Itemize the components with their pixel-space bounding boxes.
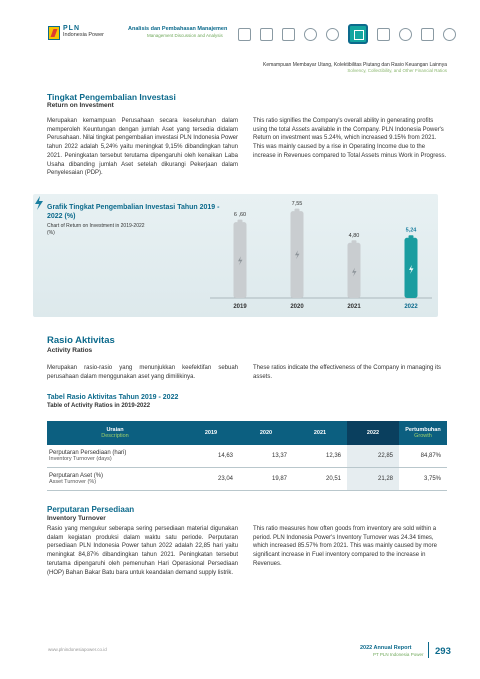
chart-subtitle bbox=[47, 223, 147, 236]
header-year: 2021 bbox=[313, 430, 327, 436]
table-cell-growth: 84,87% bbox=[420, 453, 441, 459]
activity-text-en: These ratios indicate the effectiveness of the Company in managing its assets. bbox=[253, 365, 441, 380]
table-subtitle: Table of Activity Ratios in 2019-2022 bbox=[47, 403, 151, 409]
activity-heading: Rasio Aktivitas bbox=[47, 335, 115, 346]
table-cell-highlight: 21,28 bbox=[347, 468, 399, 490]
nav-team-icon[interactable] bbox=[304, 28, 317, 41]
chart-bar-cap bbox=[409, 235, 414, 238]
nav-governance-icon[interactable] bbox=[377, 28, 390, 41]
chapter-nav bbox=[238, 24, 456, 44]
activity-ratio-table bbox=[47, 421, 447, 491]
nav-factory-icon[interactable] bbox=[421, 28, 434, 41]
lightning-icon bbox=[34, 196, 44, 210]
pln-logo bbox=[48, 26, 118, 40]
header-desc-en: Description bbox=[101, 433, 129, 439]
header-desc-id: Uraian bbox=[106, 427, 124, 433]
roi-heading: Tingkat Pengembalian Investasi bbox=[47, 92, 176, 102]
chapter-subtitle: Management Discussion and Analysis bbox=[147, 33, 223, 38]
chart-bar-cap bbox=[295, 209, 300, 212]
header-description bbox=[47, 421, 183, 445]
row-label bbox=[47, 445, 183, 467]
table-cell: 14,63 bbox=[217, 453, 233, 459]
nav-chart-icon[interactable] bbox=[282, 28, 295, 41]
nav-people-icon[interactable] bbox=[399, 28, 412, 41]
chart-data-label: 6 ,60 bbox=[233, 212, 247, 219]
table-cell-growth: 3,75% bbox=[423, 476, 441, 482]
inventory-subheading: Inventory Turnover bbox=[47, 515, 106, 522]
logo-subtitle: Indonesia Power bbox=[63, 32, 104, 38]
table-cell: 13,37 bbox=[271, 453, 287, 459]
chart-data-label: 5,24 bbox=[405, 227, 417, 234]
row-label-en: Inventory Turnover (days) bbox=[49, 456, 112, 462]
section-title: Kemampuan Membayar Utang, Kolektibilitas Piutang dan Rasio Keuangan Lainnya bbox=[262, 62, 447, 68]
nav-analysis-icon[interactable] bbox=[348, 24, 368, 44]
header-growth bbox=[399, 421, 447, 445]
page-header bbox=[0, 0, 480, 50]
nav-globe-icon[interactable] bbox=[326, 28, 339, 41]
activity-text-id: Merupakan rasio-rasio yang menunjukkan keefektifan sebuah perusahaan dalam menggunakan aset yang dimilikinya. bbox=[47, 365, 238, 380]
header-growth-en: Growth bbox=[414, 433, 432, 439]
table-cell: 12,36 bbox=[325, 453, 341, 459]
table-row bbox=[47, 445, 447, 468]
roi-subheading: Return on Investment bbox=[47, 102, 114, 109]
chart-tick-label: 2020 bbox=[290, 304, 304, 310]
chart-title-text: Grafik Tingkat Pengembalian Investasi Tahun 2019 - 2022 (%) bbox=[47, 204, 220, 220]
nav-gear-icon[interactable] bbox=[443, 28, 456, 41]
row-label bbox=[47, 468, 183, 490]
chart-bar-cap bbox=[238, 220, 243, 223]
header-growth-id: Pertumbuhan bbox=[405, 427, 441, 433]
roi-text-id: Merupakan kemampuan Perusahaan secara keseluruhan dalam memperoleh Keuntungan dengan jumlah Aset yang tersedia didalam Perusahaan. Nilai tingkat pengembalian investasi PLN Indonesia Power tahun 2022 adalah 5,24% yaitu meningkat 9,15% dibandingkan tahun 2021. Peningkatan tersebut terutama dipengaruhi oleh kenaikan Laba Usaha dibanding jumlah Aset setelah dikurangi Pekerjaan dalam Penyelesaian (PDP). bbox=[47, 118, 238, 177]
inventory-text-en: This ratio measures how often goods from inventory are sold within a period. PLN Indonesia Power's Inventory Turnover was 24.34 times, which increased 85.57% from 2021. This was mainly caused by more significant increase in Fuel inventory compared to the increase in Revenues. bbox=[253, 526, 437, 567]
chapter-title: Analisis dan Pembahasan Manajemen bbox=[128, 26, 228, 32]
page-number: 293 bbox=[435, 646, 451, 657]
pln-lightning-icon bbox=[48, 26, 60, 40]
table-cell: 23,04 bbox=[217, 476, 233, 482]
nav-document-icon[interactable] bbox=[238, 28, 251, 41]
table-title: Tabel Rasio Aktivitas Tahun 2019 - 2022 bbox=[47, 394, 179, 401]
roi-text-en: This ratio signifies the Company's overall ability in generating profits using the total Assets available in the Company. PLN Indonesia Power's Return on investment was 5.24%, which increased 9.15% from 2021. This was mainly caused by a rise in Operating Income due to the increase in Revenues compared to Total Assets minus Work in Progress. bbox=[253, 118, 447, 159]
table-cell: 20,51 bbox=[325, 476, 341, 482]
chart-subtitle-text: Chart of Return on Investment in 2019-2022 (%) bbox=[47, 223, 145, 236]
chart-tick-label: 2022 bbox=[404, 304, 418, 310]
table-cell: 19,87 bbox=[271, 476, 287, 482]
header-year-highlight: 2022 bbox=[347, 421, 399, 445]
chart-data-label: 4,80 bbox=[348, 232, 360, 239]
footer-url[interactable]: www.plnindonesiapower.co.id bbox=[48, 647, 107, 652]
table-cell-highlight: 22,85 bbox=[347, 445, 399, 467]
header-year: 2019 bbox=[204, 430, 218, 436]
table-row bbox=[47, 468, 447, 491]
row-label-id: Perputaran Aset (%) bbox=[49, 473, 104, 479]
footer-company: PT PLN Indonesia Power bbox=[373, 652, 424, 657]
chart-tick-label: 2021 bbox=[347, 304, 361, 310]
roi-bar-chart bbox=[200, 196, 440, 316]
inventory-text-id: Rasio yang mengukur seberapa sering persediaan material digunakan dalam kegiatan produksi dalam waktu satu periode. Perputaran persediaan PLN Indonesia Power tahun 2022 adalah 22,85 hari yaitu meningkat 84,87% dibandingkan tahun 2021. Peningkatan tersebut terutama dipengaruhi oleh pemenuhan Hari Operasional Persediaan (HOP) Bahan Bakar Batu bara untuk keandalan demand supply listrik. bbox=[47, 526, 238, 576]
chart-tick-label: 2019 bbox=[233, 304, 247, 310]
row-label-id: Perputaran Persediaan (hari) bbox=[49, 450, 127, 456]
nav-building-icon[interactable] bbox=[260, 28, 273, 41]
chart-bar-cap bbox=[352, 240, 357, 243]
activity-subheading: Activity Ratios bbox=[47, 347, 93, 354]
chart-data-label: 7,55 bbox=[291, 201, 303, 208]
row-label-en: Asset Turnover (%) bbox=[49, 479, 97, 485]
inventory-heading: Perputaran Persediaan bbox=[47, 505, 135, 514]
footer-divider bbox=[428, 642, 429, 658]
section-subtitle: Solvency, Collectibility, and Other Financial Ratios bbox=[347, 68, 447, 73]
logo-brand: PLN bbox=[63, 25, 80, 32]
table-header bbox=[47, 421, 447, 445]
footer-report: 2022 Annual Report bbox=[360, 645, 412, 651]
header-year: 2020 bbox=[259, 430, 273, 436]
